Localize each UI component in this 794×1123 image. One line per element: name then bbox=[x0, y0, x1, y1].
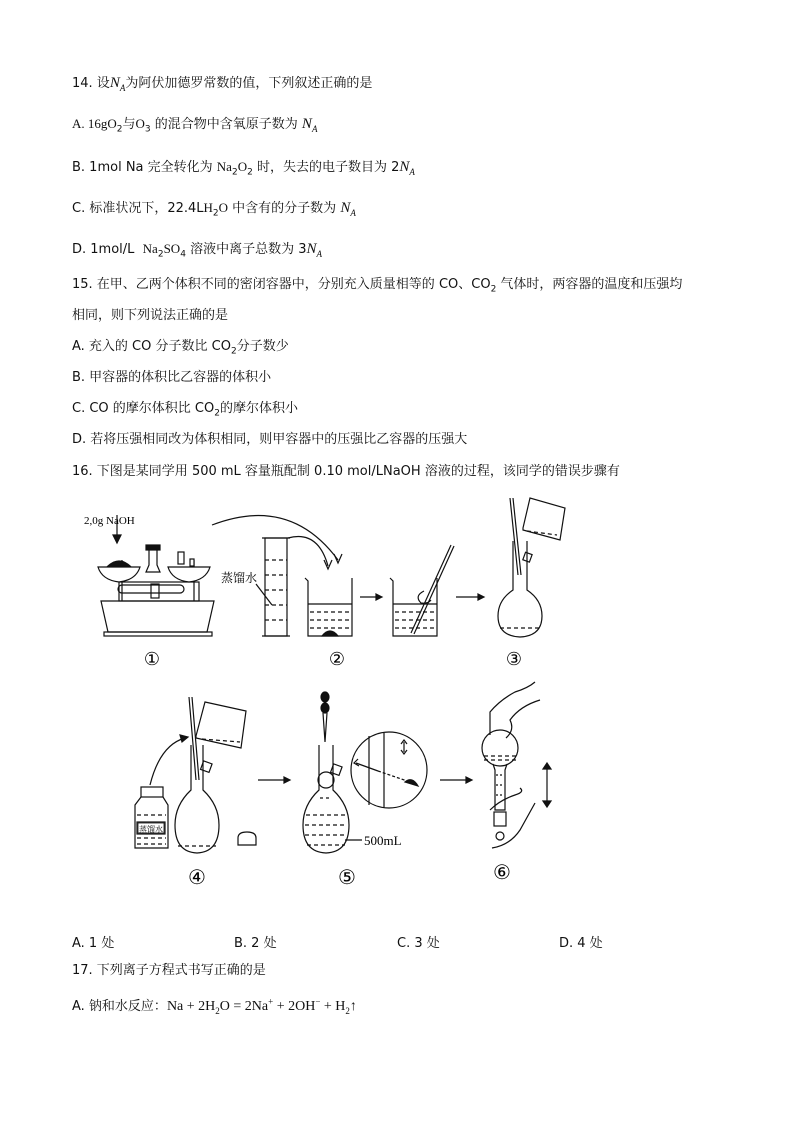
shaking-flask-icon bbox=[482, 682, 551, 848]
na-letter: N bbox=[340, 200, 351, 216]
q14-option-a bbox=[72, 116, 317, 133]
eq-part: + H bbox=[320, 999, 346, 1014]
q14-a-suffix: 的混合物中含氧原子数为 bbox=[150, 117, 302, 132]
step-3-label: ③ bbox=[505, 649, 523, 669]
q14-b-prefix: B. 1mol Na 完全转化为 bbox=[72, 160, 217, 175]
graduated-cylinder-icon bbox=[256, 537, 332, 636]
na-subscript: A bbox=[316, 249, 322, 259]
q17-stem: 17. 下列离子方程式书写正确的是 bbox=[72, 963, 266, 978]
volumetric-flask-icon bbox=[498, 498, 565, 637]
na-letter: N bbox=[301, 116, 312, 132]
q15-option-d: D. 若将压强相同改为体积相同，则甲容器中的压强比乙容器的压强大 bbox=[72, 432, 468, 447]
q16-option-a: A. 1 处 bbox=[72, 936, 115, 951]
h2o-o: O bbox=[218, 200, 229, 215]
q15-c-prefix: C. CO 的摩尔体积比 CO bbox=[72, 401, 215, 416]
h2o-sub: 2 bbox=[212, 208, 219, 219]
na2o2-sub1: 2 bbox=[231, 167, 238, 178]
na-symbol bbox=[302, 116, 318, 132]
magnified-eye-level-icon bbox=[351, 732, 427, 808]
q15-option-b: B. 甲容器的体积比乙容器的体积小 bbox=[72, 370, 272, 385]
q14-d-suffix: 溶液中离子总数为 3 bbox=[185, 242, 307, 257]
q16-option-d: D. 4 处 bbox=[559, 936, 603, 951]
na-letter: N bbox=[399, 159, 410, 175]
q15-option-a bbox=[72, 339, 289, 355]
na-subscript: A bbox=[119, 83, 126, 93]
q16-option-b: B. 2 处 bbox=[234, 936, 277, 951]
q15-stem-suffix: 气体时，两容器的温度和压强均 bbox=[496, 277, 683, 292]
o2-formula: O bbox=[107, 116, 117, 131]
distilled-water-label: 蒸馏水 bbox=[221, 571, 258, 585]
step-6-label: ⑥ bbox=[493, 862, 511, 884]
volume-label: 500mL bbox=[364, 833, 402, 848]
co2-sub: 2 bbox=[490, 284, 497, 295]
co2-sub: 2 bbox=[230, 346, 237, 357]
eq-part: Na + 2H bbox=[166, 999, 216, 1014]
na-symbol bbox=[399, 159, 415, 175]
na-symbol bbox=[306, 241, 322, 257]
balance-icon bbox=[98, 515, 214, 636]
co2-sub: 2 bbox=[214, 408, 220, 419]
q15-a-prefix: A. 充入的 CO 分子数比 CO bbox=[72, 339, 231, 354]
na-symbol bbox=[340, 200, 356, 216]
q14-stem-suffix: 为阿伏加德罗常数的值，下列叙述正确的是 bbox=[125, 76, 373, 91]
bottle-label: 蒸馏水 bbox=[139, 825, 163, 834]
na2so4-sub2: 4 bbox=[180, 249, 186, 260]
q14-d-prefix: D. 1mol/L bbox=[72, 242, 143, 257]
q14-a-mid: 与 bbox=[122, 117, 136, 132]
q15-stem-line2: 相同，则下列说法正确的是 bbox=[72, 308, 229, 323]
ionic-equation bbox=[166, 996, 357, 1016]
q15-c-suffix: 的摩尔体积小 bbox=[219, 401, 298, 416]
stirring-beaker-icon bbox=[390, 545, 454, 636]
step-5-label: ⑤ bbox=[338, 867, 356, 889]
na-letter: N bbox=[109, 75, 120, 91]
na-subscript: A bbox=[350, 208, 356, 218]
na-symbol bbox=[110, 75, 126, 91]
na-subscript: A bbox=[409, 167, 415, 177]
o2-sub: 2 bbox=[116, 124, 123, 135]
naoh-label: 2,0g NaOH bbox=[84, 515, 135, 527]
gas-arrow-icon: ↑ bbox=[349, 999, 357, 1014]
na-subscript: A bbox=[311, 124, 318, 134]
q14-c-prefix: C. 标准状况下，22.4L bbox=[72, 201, 204, 216]
q14-option-d bbox=[72, 241, 322, 258]
q16-option-c: C. 3 处 bbox=[397, 936, 440, 951]
q14-stem bbox=[72, 75, 372, 92]
q14-stem-prefix: 14. 设 bbox=[72, 76, 110, 91]
lab-procedure-figure bbox=[0, 495, 794, 915]
eq-sub: 2 bbox=[215, 1005, 220, 1016]
q17-a-prefix: A. 钠和水反应： bbox=[72, 999, 167, 1014]
eq-sup: − bbox=[315, 996, 321, 1007]
eq-part: O = 2Na bbox=[219, 999, 269, 1014]
volumetric-flask-icon bbox=[175, 697, 256, 853]
h2o-h: H bbox=[203, 200, 213, 215]
step-2-label: ② bbox=[328, 649, 346, 669]
na2so4-so: SO bbox=[163, 241, 181, 256]
na2so4-sub1: 2 bbox=[157, 249, 164, 260]
q14-b-suffix: 时，失去的电子数目为 2 bbox=[252, 160, 400, 175]
q16-stem: 16. 下图是某同学用 500 mL 容量瓶配制 0.10 mol/LNaOH 溶液的过程，该同学的错误步骤有 bbox=[72, 464, 620, 479]
beaker-icon bbox=[305, 578, 352, 636]
q14-a-prefix: A. 16g bbox=[72, 116, 108, 131]
o3-sub: 3 bbox=[144, 124, 151, 135]
q15-option-c bbox=[72, 401, 298, 417]
q14-c-suffix: 中含有的分子数为 bbox=[228, 201, 341, 216]
eq-sub: 2 bbox=[345, 1005, 350, 1016]
dropper-flask-icon bbox=[303, 692, 362, 853]
na2o2-o: O bbox=[237, 159, 248, 174]
q14-option-b bbox=[72, 159, 415, 176]
q15-stem-line1 bbox=[72, 277, 682, 293]
o3-formula: O bbox=[135, 116, 145, 131]
q14-option-c bbox=[72, 200, 356, 217]
q15-stem-prefix: 15. 在甲、乙两个体积不同的密闭容器中，分别充入质量相等的 CO、CO bbox=[72, 277, 491, 292]
eq-sup: + bbox=[268, 996, 274, 1007]
q15-a-suffix: 分子数少 bbox=[236, 339, 289, 354]
step-4-label: ④ bbox=[188, 867, 206, 889]
eq-part: + 2OH bbox=[273, 999, 316, 1014]
step-1-label: ① bbox=[143, 649, 161, 669]
na2o2-sub2: 2 bbox=[247, 167, 253, 178]
na2o2-na: Na bbox=[216, 159, 232, 174]
q17-option-a bbox=[72, 996, 357, 1016]
na-letter: N bbox=[306, 241, 317, 257]
na2so4-na: Na bbox=[142, 241, 158, 256]
